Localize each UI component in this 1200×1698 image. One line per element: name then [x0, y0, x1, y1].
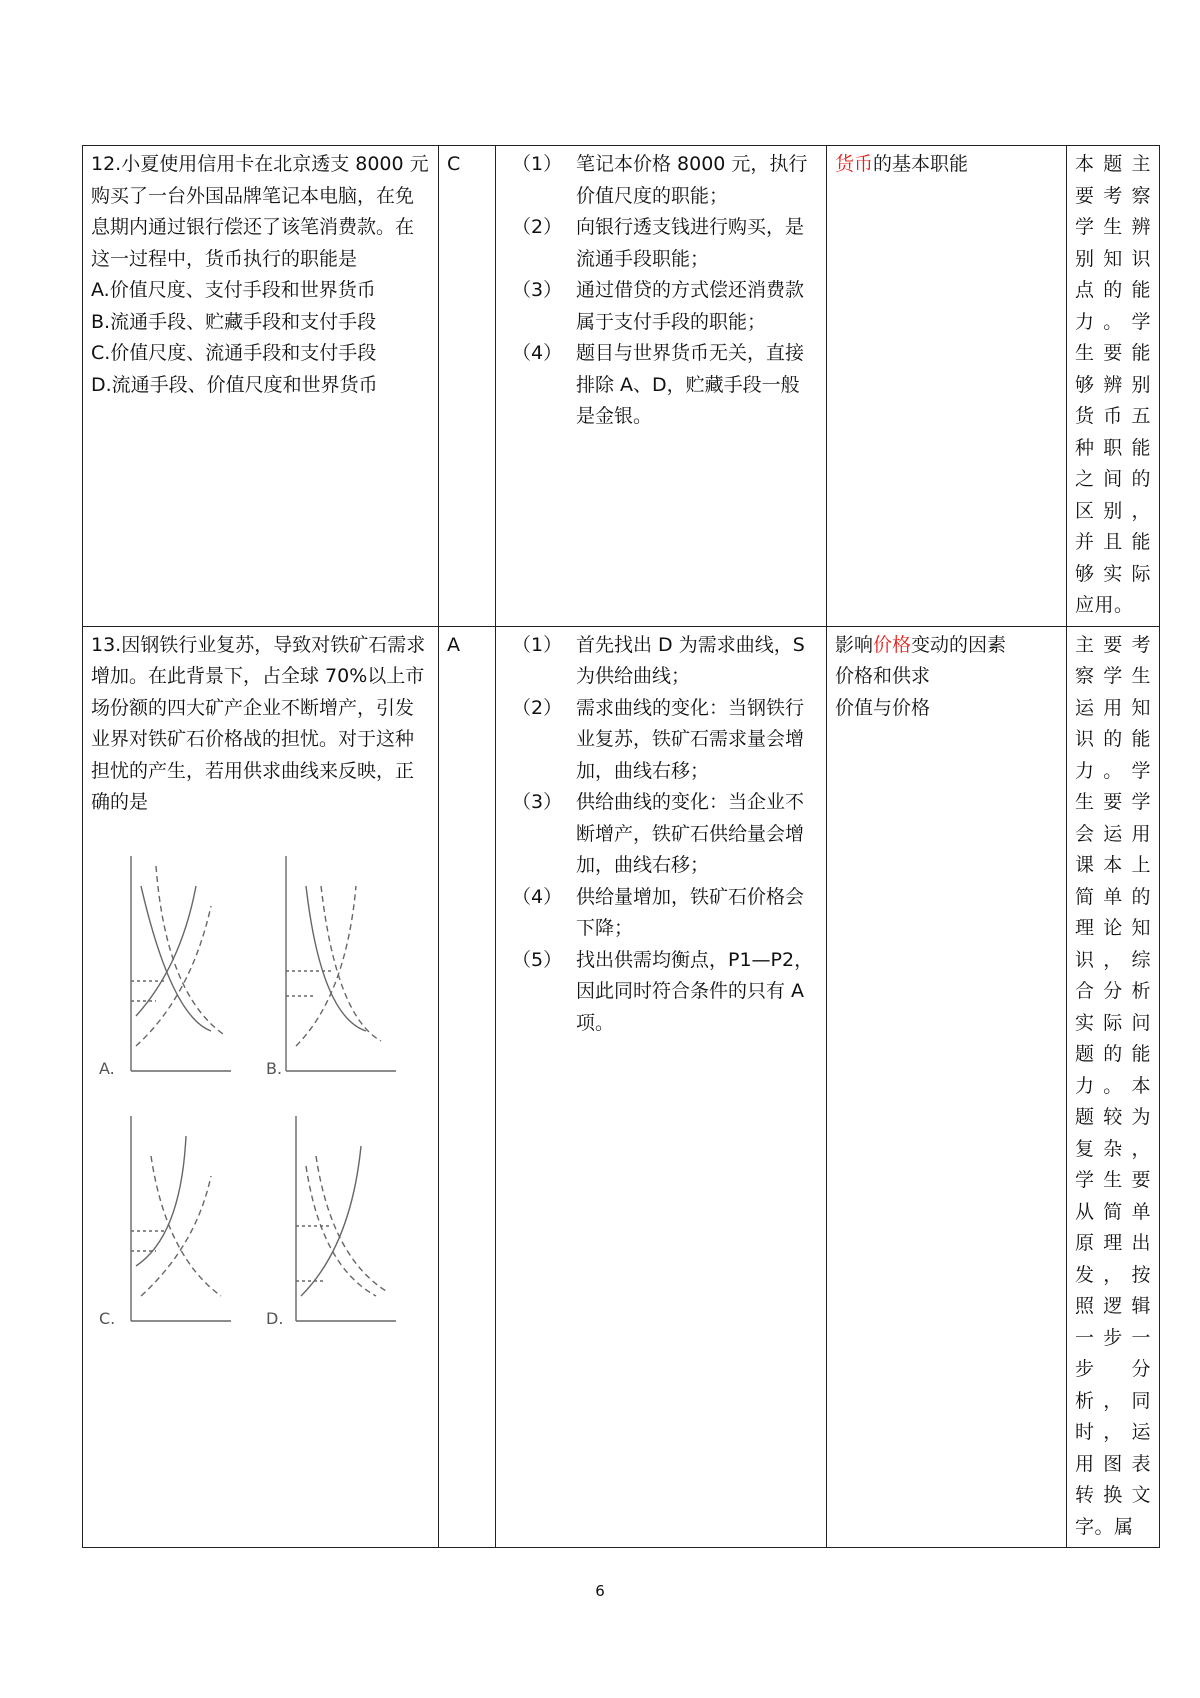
step-number: （1）: [512, 153, 563, 175]
step-item: [504, 693, 818, 788]
step-item: [504, 149, 818, 212]
question-cell: [83, 626, 439, 1548]
steps-cell: [496, 626, 827, 1548]
knowledge-cell: [827, 146, 1067, 627]
question-text: 12.小夏使用信用卡在北京透支 8000 元购买了一台外国品牌笔记本电脑，在免息期内通过银行偿还了该笔消费款。在这一过程中，货币执行的职能是: [91, 153, 429, 270]
answer-analysis-table: [82, 145, 1160, 1548]
step-text: 题目与世界货币无关，直接排除 A、D，贮藏手段一般是金银。: [576, 342, 805, 427]
step-item: [504, 338, 818, 433]
step-number: （3）: [512, 791, 563, 813]
option-c: C.价值尺度、流通手段和支付手段: [91, 342, 377, 364]
step-number: （3）: [512, 279, 563, 301]
option-d: D.流通手段、价值尺度和世界货币: [91, 373, 378, 396]
step-number: （5）: [512, 948, 563, 971]
table-row: [83, 626, 1160, 1548]
step-item: [504, 945, 818, 1040]
step-item: [504, 630, 818, 693]
question-text: 13.因钢铁行业复苏，导致对铁矿石需求增加。在此背景下，占全球 70%以上市场份额的四大矿产企业不断增产，引发业界对铁矿石价格战的担忧。对于这种担忧的产生，若用供求曲线来反映，正确的是: [91, 633, 426, 813]
knowledge-point: [835, 630, 1058, 662]
answer-cell: [439, 146, 496, 627]
step-text: 找出供需均衡点，P1—P2，因此同时符合条件的只有 A 项。: [576, 948, 814, 1034]
evaluation-cell: [1067, 146, 1160, 627]
knowledge-text: 的基本职能: [873, 153, 969, 175]
evaluation-cell: [1067, 626, 1160, 1548]
step-text: 需求曲线的变化：当钢铁行业复苏，铁矿石需求量会增加，曲线右移；: [576, 696, 805, 782]
supply-demand-graphs: [91, 831, 431, 1361]
knowledge-highlight: 货币: [835, 153, 874, 175]
table-row: [83, 146, 1160, 627]
graph-c: [131, 1116, 231, 1321]
step-item: [504, 275, 818, 338]
graph-label-c: C.: [99, 1308, 116, 1328]
step-number: （2）: [512, 696, 563, 719]
graph-b: [286, 856, 396, 1071]
knowledge-point: 价格和供求: [835, 665, 931, 687]
evaluation-text: 主要考察学生运用知识的能力。学生要学会运用课本上简单的理论知识，综合分析实际问题的能力。本题较为复杂，学生要从简单原理出发，按照逻辑一步一步 分析，同时，运用图表转换文字。属: [1075, 633, 1151, 1538]
steps-cell: [496, 146, 827, 627]
knowledge-point: 价值与价格: [835, 696, 931, 719]
knowledge-cell: [827, 626, 1067, 1548]
step-text: 首先找出 D 为需求曲线，S 为供给曲线；: [576, 633, 805, 687]
step-text: 供给量增加，铁矿石价格会下降；: [576, 885, 805, 939]
step-number: （4）: [512, 342, 563, 364]
step-text: 通过借贷的方式偿还消费款属于支付手段的职能；: [576, 279, 805, 333]
step-item: [504, 787, 818, 882]
graph-d: [296, 1116, 396, 1321]
knowledge-text: 影响: [835, 633, 874, 656]
answer-cell: [439, 626, 496, 1548]
option-b: B.流通手段、贮藏手段和支付手段: [91, 310, 377, 333]
knowledge-highlight: 价格: [873, 633, 912, 656]
evaluation-text: 本题主要考察学生辨别知识点的能力。学生要能够辨别货币五种职能之间的区别，并且能够实际应用。: [1075, 153, 1151, 616]
graph-label-b: B.: [266, 1058, 283, 1078]
step-text: 供给曲线的变化：当企业不断增产，铁矿石供给量会增加，曲线右移；: [576, 791, 805, 876]
page-number: 6: [595, 1582, 605, 1600]
option-a: A.价值尺度、支付手段和世界货币: [91, 279, 376, 301]
graph-label-a: A.: [99, 1058, 115, 1078]
step-number: （1）: [512, 633, 563, 656]
graph-label-d: D.: [266, 1308, 284, 1328]
step-text: 笔记本价格 8000 元，执行价值尺度的职能；: [576, 153, 808, 207]
knowledge-text: 变动的因素: [911, 633, 1007, 656]
answer-text: C: [447, 153, 461, 175]
graph-a: [131, 856, 231, 1071]
answer-text: A: [447, 633, 460, 656]
graphs-figure: [91, 831, 431, 1361]
step-item: [504, 882, 818, 945]
question-cell: [83, 146, 439, 627]
knowledge-point: [835, 153, 968, 175]
step-number: （2）: [512, 216, 563, 238]
step-text: 向银行透支钱进行购买，是流通手段职能；: [576, 216, 805, 270]
step-number: （4）: [512, 885, 563, 908]
step-item: [504, 212, 818, 275]
